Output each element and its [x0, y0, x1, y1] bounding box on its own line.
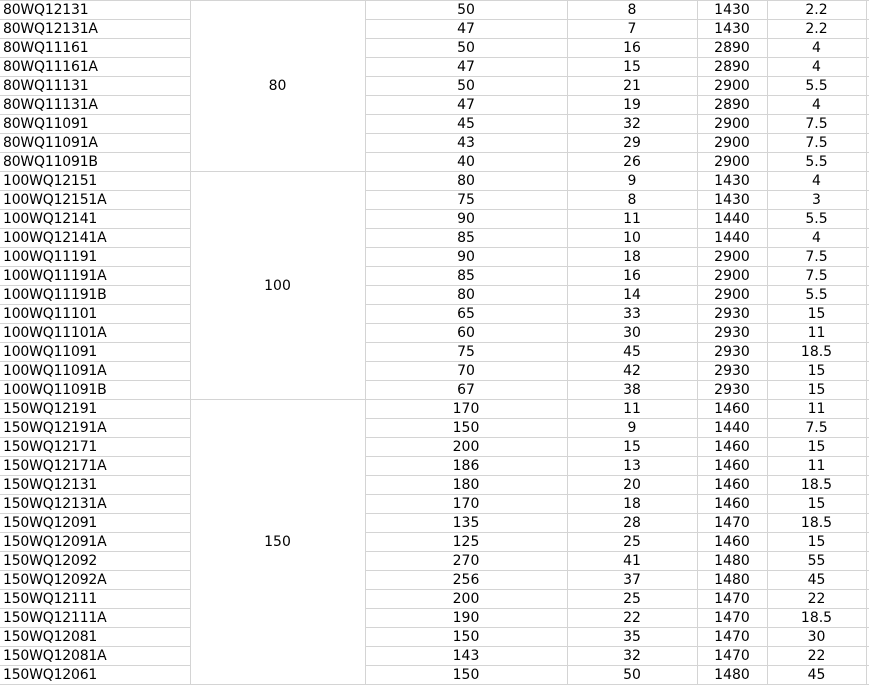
model-cell[interactable]: 80WQ11161: [3, 40, 89, 56]
power-cell[interactable]: 7.5: [805, 249, 828, 265]
power-cell[interactable]: 2.2: [805, 2, 828, 18]
speed-cell[interactable]: 1470: [714, 648, 750, 664]
power-cell[interactable]: 7.5: [805, 268, 828, 284]
speed-cell[interactable]: 2900: [714, 135, 750, 151]
model-cell[interactable]: 150WQ12111: [3, 591, 98, 607]
speed-cell[interactable]: 2930: [714, 325, 750, 341]
power-cell[interactable]: 11: [807, 401, 826, 417]
model-cell[interactable]: 80WQ11131: [3, 78, 89, 94]
model-cell[interactable]: 100WQ11101: [3, 306, 98, 322]
head-cell[interactable]: 9: [627, 420, 637, 436]
speed-cell[interactable]: 2900: [714, 287, 750, 303]
model-cell[interactable]: 150WQ12171A: [3, 458, 107, 474]
head-cell[interactable]: 35: [623, 629, 641, 645]
speed-cell[interactable]: 1460: [714, 534, 750, 550]
power-cell[interactable]: 15: [807, 534, 826, 550]
power-cell[interactable]: 4: [812, 173, 821, 189]
flow-cell[interactable]: 170: [452, 496, 480, 512]
speed-cell[interactable]: 2930: [714, 382, 750, 398]
power-cell[interactable]: 15: [807, 439, 826, 455]
flow-cell[interactable]: 45: [457, 116, 475, 132]
power-cell[interactable]: 3: [812, 192, 821, 208]
power-cell[interactable]: 15: [807, 363, 826, 379]
flow-cell[interactable]: 85: [457, 268, 475, 284]
speed-cell[interactable]: 1440: [714, 230, 750, 246]
flow-cell[interactable]: 70: [457, 363, 475, 379]
head-cell[interactable]: 18: [623, 249, 641, 265]
head-cell[interactable]: 16: [623, 268, 641, 284]
model-cell[interactable]: 150WQ12091: [3, 515, 98, 531]
flow-cell[interactable]: 67: [457, 382, 475, 398]
flow-cell[interactable]: 200: [452, 591, 480, 607]
speed-cell[interactable]: 1480: [714, 553, 750, 569]
head-cell[interactable]: 11: [623, 211, 641, 227]
speed-cell[interactable]: 2890: [714, 59, 750, 75]
speed-cell[interactable]: 1440: [714, 211, 750, 227]
speed-cell[interactable]: 1470: [714, 629, 750, 645]
flow-cell[interactable]: 47: [457, 59, 475, 75]
speed-cell[interactable]: 1470: [714, 515, 750, 531]
model-cell[interactable]: 100WQ11091: [3, 344, 98, 360]
head-cell[interactable]: 41: [623, 553, 641, 569]
model-cell[interactable]: 100WQ11191A: [3, 268, 107, 284]
model-cell[interactable]: 100WQ12151: [3, 173, 98, 189]
flow-cell[interactable]: 50: [457, 78, 475, 94]
model-cell[interactable]: 150WQ12131: [3, 477, 98, 493]
speed-cell[interactable]: 1460: [714, 477, 750, 493]
head-cell[interactable]: 32: [623, 116, 641, 132]
power-cell[interactable]: 22: [807, 591, 826, 607]
group-gridline: [190, 0, 365, 1]
flow-cell[interactable]: 50: [457, 40, 475, 56]
flow-cell[interactable]: 150: [452, 420, 480, 436]
model-cell[interactable]: 100WQ11101A: [3, 325, 107, 341]
flow-cell[interactable]: 50: [457, 2, 475, 18]
head-cell[interactable]: 32: [623, 648, 641, 664]
head-cell[interactable]: 25: [623, 591, 641, 607]
speed-cell[interactable]: 1480: [714, 572, 750, 588]
flow-cell[interactable]: 186: [452, 458, 480, 474]
model-cell[interactable]: 100WQ11091B: [3, 382, 107, 398]
head-cell[interactable]: 15: [623, 439, 641, 455]
column-gridline: [190, 0, 191, 685]
model-cell[interactable]: 150WQ12092A: [3, 572, 107, 588]
model-cell[interactable]: 150WQ12191A: [3, 420, 107, 436]
speed-cell[interactable]: 1470: [714, 610, 750, 626]
head-cell[interactable]: 30: [623, 325, 641, 341]
head-cell[interactable]: 29: [623, 135, 641, 151]
model-cell[interactable]: 100WQ11191B: [3, 287, 107, 303]
power-cell[interactable]: 7.5: [805, 420, 828, 436]
power-cell[interactable]: 15: [807, 306, 826, 322]
model-cell[interactable]: 150WQ12092: [3, 553, 98, 569]
power-cell[interactable]: 30: [807, 629, 826, 645]
power-cell[interactable]: 4: [812, 97, 821, 113]
model-cell[interactable]: 80WQ11091: [3, 116, 89, 132]
head-cell[interactable]: 33: [623, 306, 641, 322]
power-cell[interactable]: 2.2: [805, 21, 828, 37]
head-cell[interactable]: 26: [623, 154, 641, 170]
head-cell[interactable]: 8: [627, 2, 637, 18]
head-cell[interactable]: 25: [623, 534, 641, 550]
speed-cell[interactable]: 1480: [714, 667, 750, 683]
head-cell[interactable]: 28: [623, 515, 641, 531]
speed-cell[interactable]: 2900: [714, 268, 750, 284]
flow-cell[interactable]: 200: [452, 439, 480, 455]
power-cell[interactable]: 4: [812, 230, 821, 246]
flow-cell[interactable]: 90: [457, 249, 475, 265]
head-cell[interactable]: 38: [623, 382, 641, 398]
model-cell[interactable]: 150WQ12131A: [3, 496, 107, 512]
power-cell[interactable]: 55: [807, 553, 826, 569]
model-cell[interactable]: 150WQ12191: [3, 401, 98, 417]
group-gridline: [190, 684, 365, 685]
head-cell[interactable]: 11: [623, 401, 641, 417]
model-cell[interactable]: 100WQ12141: [3, 211, 98, 227]
speed-cell[interactable]: 1430: [714, 21, 750, 37]
head-cell[interactable]: 7: [627, 21, 637, 37]
speed-cell[interactable]: 2900: [714, 249, 750, 265]
flow-cell[interactable]: 85: [457, 230, 475, 246]
speed-cell[interactable]: 1430: [714, 173, 750, 189]
speed-cell[interactable]: 1460: [714, 496, 750, 512]
model-cell[interactable]: 150WQ12081A: [3, 648, 107, 664]
speed-cell[interactable]: 2900: [714, 154, 750, 170]
flow-cell[interactable]: 150: [452, 667, 480, 683]
power-cell[interactable]: 4: [812, 59, 821, 75]
head-cell[interactable]: 21: [623, 78, 641, 94]
model-cell[interactable]: 150WQ12081: [3, 629, 98, 645]
power-cell[interactable]: 7.5: [805, 135, 828, 151]
flow-cell[interactable]: 60: [457, 325, 475, 341]
group-diameter-cell[interactable]: 100: [264, 277, 291, 294]
head-cell[interactable]: 13: [623, 458, 641, 474]
head-cell[interactable]: 8: [627, 192, 637, 208]
flow-cell[interactable]: 75: [457, 344, 475, 360]
power-cell[interactable]: 18.5: [800, 610, 833, 626]
power-cell[interactable]: 18.5: [800, 515, 833, 531]
flow-cell[interactable]: 190: [452, 610, 480, 626]
head-cell[interactable]: 22: [623, 610, 641, 626]
power-cell[interactable]: 18.5: [800, 477, 833, 493]
flow-cell[interactable]: 125: [452, 534, 480, 550]
power-cell[interactable]: 5.5: [805, 287, 828, 303]
head-cell[interactable]: 19: [623, 97, 641, 113]
model-cell[interactable]: 100WQ12141A: [3, 230, 107, 246]
head-cell[interactable]: 37: [623, 572, 641, 588]
model-cell[interactable]: 100WQ11191: [3, 249, 98, 265]
speed-cell[interactable]: 1430: [714, 192, 750, 208]
head-cell[interactable]: 18: [623, 496, 641, 512]
power-cell[interactable]: 11: [807, 325, 826, 341]
model-cell[interactable]: 150WQ12061: [3, 667, 98, 683]
head-cell[interactable]: 20: [623, 477, 641, 493]
speed-cell[interactable]: 2930: [714, 344, 750, 360]
power-cell[interactable]: 5.5: [805, 211, 828, 227]
speed-cell[interactable]: 2930: [714, 363, 750, 379]
model-cell[interactable]: 100WQ12151A: [3, 192, 107, 208]
model-cell[interactable]: 100WQ11091A: [3, 363, 107, 379]
model-cell[interactable]: 80WQ12131A: [3, 21, 98, 37]
model-cell[interactable]: 80WQ11091B: [3, 154, 98, 170]
model-cell[interactable]: 150WQ12111A: [3, 610, 107, 626]
power-cell[interactable]: 18.5: [800, 344, 833, 360]
model-cell[interactable]: 150WQ12171: [3, 439, 98, 455]
flow-cell[interactable]: 47: [457, 21, 475, 37]
flow-cell[interactable]: 135: [452, 515, 480, 531]
flow-cell[interactable]: 40: [457, 154, 475, 170]
head-cell[interactable]: 45: [623, 344, 641, 360]
head-cell[interactable]: 14: [623, 287, 641, 303]
model-cell[interactable]: 80WQ11161A: [3, 59, 98, 75]
power-cell[interactable]: 4: [812, 40, 821, 56]
power-cell[interactable]: 15: [807, 382, 826, 398]
flow-cell[interactable]: 270: [452, 553, 480, 569]
power-cell[interactable]: 5.5: [805, 78, 828, 94]
speed-cell[interactable]: 2890: [714, 97, 750, 113]
power-cell[interactable]: 5.5: [805, 154, 828, 170]
speed-cell[interactable]: 1460: [714, 458, 750, 474]
power-cell[interactable]: 22: [807, 648, 826, 664]
group-diameter-cell[interactable]: 80: [268, 78, 287, 94]
power-cell[interactable]: 15: [807, 496, 826, 512]
flow-cell[interactable]: 90: [457, 211, 475, 227]
flow-cell[interactable]: 43: [457, 135, 475, 151]
power-cell[interactable]: 45: [807, 572, 826, 588]
power-cell[interactable]: 7.5: [805, 116, 828, 132]
model-cell[interactable]: 80WQ11091A: [3, 135, 98, 151]
flow-cell[interactable]: 75: [457, 192, 475, 208]
head-cell[interactable]: 42: [623, 363, 641, 379]
flow-cell[interactable]: 80: [457, 287, 475, 303]
head-cell[interactable]: 9: [627, 173, 637, 189]
power-cell[interactable]: 45: [807, 667, 826, 683]
flow-cell[interactable]: 65: [457, 306, 475, 322]
model-cell[interactable]: 80WQ12131: [3, 2, 89, 18]
group-gridline: [190, 399, 365, 400]
flow-cell[interactable]: 150: [452, 629, 480, 645]
speed-cell[interactable]: 1470: [714, 591, 750, 607]
power-cell[interactable]: 11: [807, 458, 826, 474]
speed-cell[interactable]: 2900: [714, 78, 750, 94]
head-cell[interactable]: 50: [623, 667, 641, 683]
flow-cell[interactable]: 143: [452, 648, 480, 664]
model-cell[interactable]: 150WQ12091A: [3, 534, 107, 550]
flow-cell[interactable]: 256: [452, 572, 480, 588]
head-cell[interactable]: 15: [623, 59, 641, 75]
speed-cell[interactable]: 1460: [714, 439, 750, 455]
model-cell[interactable]: 80WQ11131A: [3, 97, 98, 113]
speed-cell[interactable]: 1460: [714, 401, 750, 417]
flow-cell[interactable]: 170: [452, 401, 480, 417]
speed-cell[interactable]: 2890: [714, 40, 750, 56]
group-gridline: [190, 171, 365, 172]
flow-cell[interactable]: 47: [457, 97, 475, 113]
group-diameter-cell[interactable]: 150: [264, 534, 291, 550]
flow-cell[interactable]: 80: [457, 173, 475, 189]
head-cell[interactable]: 16: [623, 40, 641, 56]
speed-cell[interactable]: 1430: [714, 2, 750, 18]
speed-cell[interactable]: 2900: [714, 116, 750, 132]
flow-cell[interactable]: 180: [452, 477, 480, 493]
head-cell[interactable]: 10: [623, 230, 641, 246]
speed-cell[interactable]: 2930: [714, 306, 750, 322]
speed-cell[interactable]: 1440: [714, 420, 750, 436]
